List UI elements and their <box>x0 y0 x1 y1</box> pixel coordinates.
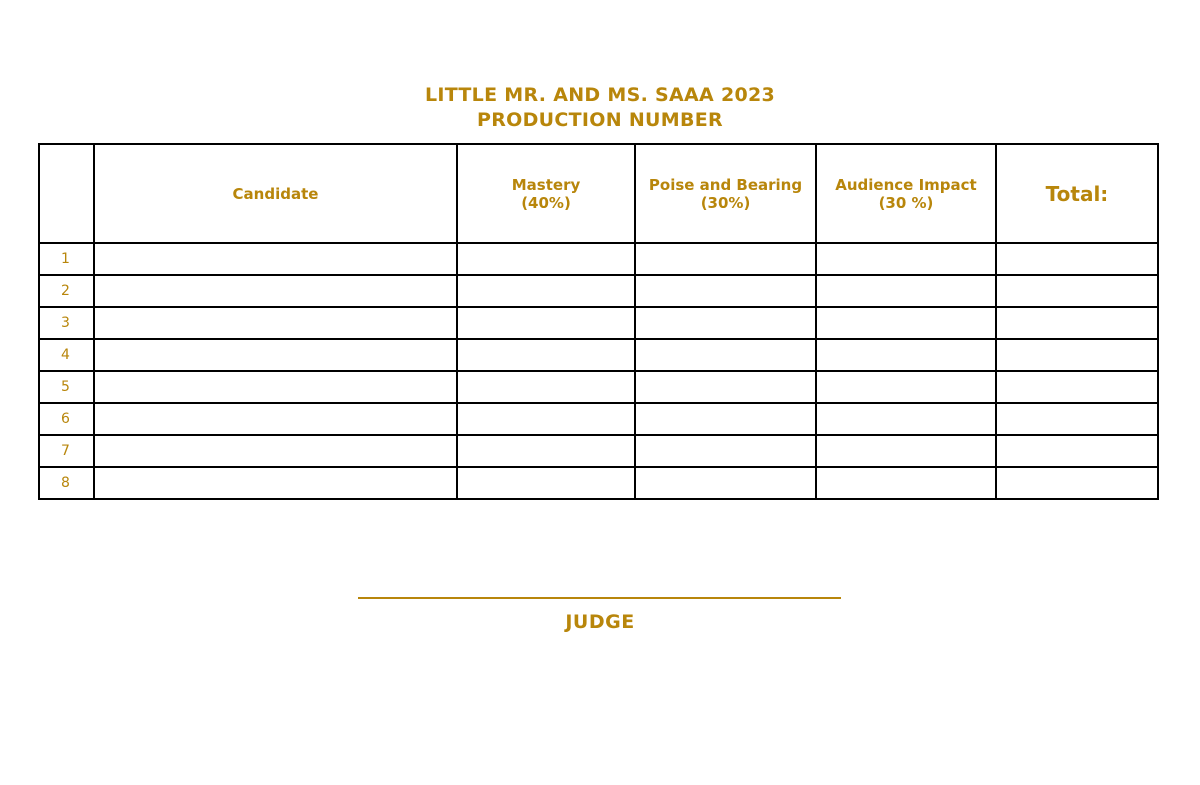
row-number: 1 <box>39 243 94 275</box>
mastery-cell[interactable] <box>457 435 635 467</box>
table-row <box>39 307 1158 339</box>
table-row <box>39 467 1158 499</box>
audience-cell[interactable] <box>816 339 996 371</box>
candidate-cell[interactable] <box>94 275 457 307</box>
poise-cell[interactable] <box>635 339 816 371</box>
signature-line <box>358 597 841 599</box>
total-cell[interactable] <box>996 371 1158 403</box>
audience-cell[interactable] <box>816 403 996 435</box>
poise-cell[interactable] <box>635 275 816 307</box>
mastery-cell[interactable] <box>457 307 635 339</box>
total-cell[interactable] <box>996 307 1158 339</box>
audience-cell[interactable] <box>816 467 996 499</box>
audience-cell[interactable] <box>816 243 996 275</box>
audience-cell[interactable] <box>816 307 996 339</box>
header-mastery-percent: (40%) <box>521 193 571 212</box>
header-total: Total: <box>996 144 1158 243</box>
audience-cell[interactable] <box>816 275 996 307</box>
document-title: LITTLE MR. AND MS. SAAA 2023 <box>424 84 776 106</box>
header-poise-label: Poise and Bearing <box>648 175 803 194</box>
mastery-cell[interactable] <box>457 467 635 499</box>
poise-cell[interactable] <box>635 435 816 467</box>
poise-cell[interactable] <box>635 371 816 403</box>
header-candidate: Candidate <box>94 144 457 243</box>
row-number: 3 <box>39 307 94 339</box>
candidate-cell[interactable] <box>94 339 457 371</box>
candidate-cell[interactable] <box>94 403 457 435</box>
table-row <box>39 275 1158 307</box>
table-row <box>39 371 1158 403</box>
judge-label: JUDGE <box>565 611 635 633</box>
candidate-cell[interactable] <box>94 307 457 339</box>
table-row <box>39 243 1158 275</box>
row-number: 5 <box>39 371 94 403</box>
poise-cell[interactable] <box>635 403 816 435</box>
mastery-cell[interactable] <box>457 403 635 435</box>
header-audience-label: Audience Impact <box>835 175 977 194</box>
header-audience <box>816 144 996 243</box>
total-cell[interactable] <box>996 275 1158 307</box>
candidate-cell[interactable] <box>94 371 457 403</box>
score-sheet-table <box>38 143 1159 500</box>
audience-cell[interactable] <box>816 435 996 467</box>
header-number <box>39 144 94 243</box>
candidate-cell[interactable] <box>94 467 457 499</box>
candidate-cell[interactable] <box>94 243 457 275</box>
document-subtitle: PRODUCTION NUMBER <box>477 109 723 131</box>
total-cell[interactable] <box>996 467 1158 499</box>
audience-cell[interactable] <box>816 371 996 403</box>
candidate-cell[interactable] <box>94 435 457 467</box>
row-number: 4 <box>39 339 94 371</box>
row-number: 8 <box>39 467 94 499</box>
poise-cell[interactable] <box>635 307 816 339</box>
row-number: 6 <box>39 403 94 435</box>
header-mastery-label: Mastery <box>511 175 581 194</box>
table-row <box>39 339 1158 371</box>
row-number: 2 <box>39 275 94 307</box>
total-cell[interactable] <box>996 403 1158 435</box>
mastery-cell[interactable] <box>457 339 635 371</box>
total-cell[interactable] <box>996 243 1158 275</box>
mastery-cell[interactable] <box>457 371 635 403</box>
poise-cell[interactable] <box>635 467 816 499</box>
table-header-row <box>39 144 1158 243</box>
table-row <box>39 403 1158 435</box>
header-poise <box>635 144 816 243</box>
header-poise-percent: (30%) <box>700 193 751 212</box>
total-cell[interactable] <box>996 435 1158 467</box>
poise-cell[interactable] <box>635 243 816 275</box>
mastery-cell[interactable] <box>457 275 635 307</box>
header-mastery <box>457 144 635 243</box>
mastery-cell[interactable] <box>457 243 635 275</box>
total-cell[interactable] <box>996 339 1158 371</box>
header-audience-percent: (30 %) <box>878 193 934 212</box>
table-row <box>39 435 1158 467</box>
row-number: 7 <box>39 435 94 467</box>
